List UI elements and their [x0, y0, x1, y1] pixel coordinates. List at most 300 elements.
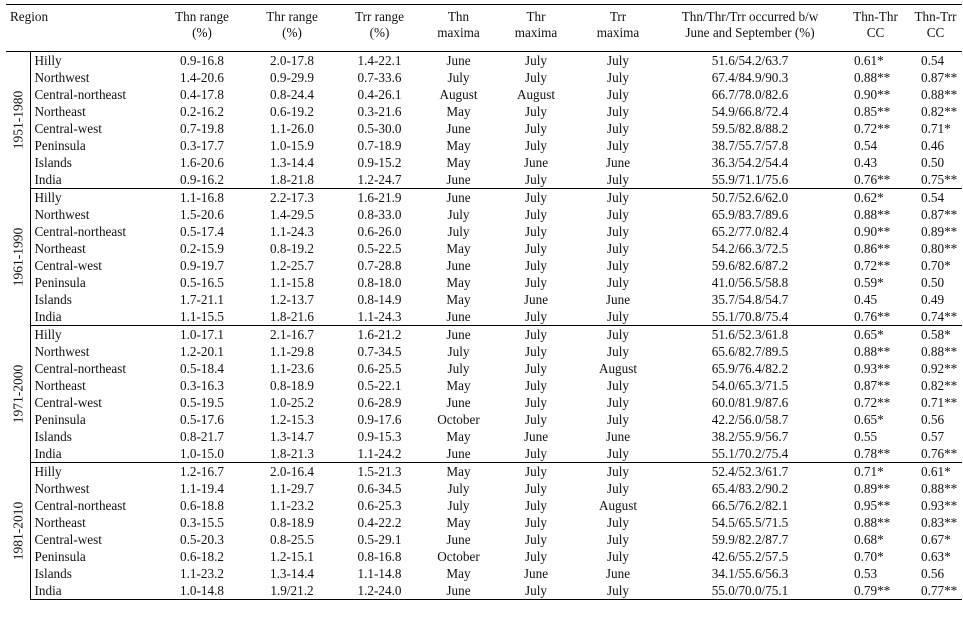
cell-thn-thr-cc: 0.45 [854, 292, 878, 307]
cell-thn-range: 1.1-23.2 [180, 566, 224, 581]
cell-trr-maxima: July [578, 171, 658, 189]
cell-thn-trr-cc: 0.93** [921, 498, 958, 513]
header-thn-thr-cc: Thn-Thr CC [842, 5, 909, 52]
period-label: 1951-1980 [10, 91, 26, 150]
cell-occurred-pct: 67.4/84.9/90.3 [711, 70, 789, 85]
cell-thr-maxima: June [523, 429, 549, 444]
cell-thr-range: 1.1-24.3 [270, 224, 314, 239]
cell-trr-maxima: July [607, 515, 629, 530]
cell-occurred-pct: 59.5/82.8/88.2 [711, 121, 789, 136]
cell-trr-maxima: June [605, 429, 631, 444]
cell-thn-trr-cc: 0.71** [921, 395, 958, 410]
cell-thr-maxima: July [525, 104, 547, 119]
header-occurred-june-september: Thn/Thr/Trr occurred b/w June and September (%) [658, 5, 842, 52]
table-row [6, 257, 962, 274]
cell-thr-range: 0.8-24.4 [270, 87, 314, 102]
cell-occurred-pct: 65.9/83.7/89.6 [711, 207, 789, 222]
cell-thr-maxima: July [525, 241, 547, 256]
cell-thn-range: 0.5-17.4 [180, 224, 224, 239]
cell-trr-range: 1.1-14.8 [357, 566, 402, 581]
cell-thr-maxima: July [525, 498, 547, 513]
table-row [6, 189, 962, 207]
table-row [6, 394, 962, 411]
cell-thr-range: 1.2-25.7 [270, 258, 314, 273]
cell-trr-maxima: July [607, 327, 629, 342]
cell-region: Islands [34, 429, 72, 444]
cell-trr-maxima: July [607, 241, 629, 256]
cell-trr-range: 0.5-29.1 [357, 532, 402, 547]
cell-thn-range: 1.5-20.6 [180, 207, 224, 222]
cell-trr-maxima: July [607, 190, 629, 205]
cell-region: Northeast [34, 515, 86, 530]
cell-thn-thr-cc: 0.76** [842, 171, 909, 189]
cell-thn-thr-cc: 0.71* [854, 464, 884, 479]
cell-thr-range: 1.2-13.7 [270, 292, 314, 307]
table-row [6, 565, 962, 582]
cell-trr-range: 0.6-26.0 [357, 224, 402, 239]
cell-region: Central-northeast [34, 361, 127, 376]
cell-thn-thr-cc: 0.95** [854, 498, 891, 513]
cell-trr-range: 1.1-24.3 [336, 308, 423, 326]
cell-thn-maxima: May [446, 566, 471, 581]
cell-trr-maxima: July [607, 70, 629, 85]
cell-thn-thr-cc: 0.54 [854, 138, 878, 153]
cell-trr-range: 0.5-22.1 [357, 378, 402, 393]
cell-thn-trr-cc: 0.82** [921, 378, 958, 393]
table-row [6, 411, 962, 428]
cell-thr-maxima: July [525, 138, 547, 153]
period-cell [6, 463, 30, 600]
table-row [6, 206, 962, 223]
header-thn-trr-cc: Thn-Trr CC [909, 5, 962, 52]
table-row [6, 120, 962, 137]
cell-thn-range: 0.7-19.8 [180, 121, 224, 136]
cell-trr-maxima: June [605, 155, 631, 170]
cell-trr-range: 0.6-34.5 [357, 481, 402, 496]
cell-thn-trr-cc: 0.67* [921, 532, 951, 547]
cell-occurred-pct: 52.4/52.3/61.7 [711, 464, 789, 479]
cell-region: Northeast [34, 104, 86, 119]
cell-thn-range: 0.9-19.7 [180, 258, 224, 273]
cell-region: Central-west [34, 121, 102, 136]
cell-thn-maxima: May [446, 378, 471, 393]
cell-thn-range: 1.0-17.1 [180, 327, 224, 342]
cell-thn-range: 0.6-18.2 [180, 549, 224, 564]
table-row [6, 171, 962, 189]
cell-trr-range: 0.6-25.3 [357, 498, 402, 513]
cell-trr-range: 0.7-33.6 [357, 70, 402, 85]
cell-thr-maxima: July [525, 412, 547, 427]
cell-thn-trr-cc: 0.61* [921, 464, 951, 479]
header-trr-maxima: Trr maxima [578, 5, 658, 52]
cell-occurred-pct: 65.4/83.2/90.2 [711, 481, 789, 496]
cell-thn-thr-cc: 0.79** [842, 582, 909, 600]
cell-trr-maxima: June [605, 292, 631, 307]
cell-thn-maxima: June [446, 121, 471, 136]
cell-thr-maxima: July [494, 582, 578, 600]
cell-thn-trr-cc: 0.87** [921, 207, 958, 222]
table-row [6, 223, 962, 240]
header-row [6, 5, 962, 52]
table-row [6, 548, 962, 565]
cell-thn-range: 0.5-16.5 [180, 275, 224, 290]
cell-thr-maxima: July [525, 549, 547, 564]
cell-thn-trr-cc: 0.75** [909, 171, 962, 189]
cell-thr-range: 1.1-23.2 [270, 498, 314, 513]
cell-region: Central-northeast [34, 224, 127, 239]
table-row [6, 86, 962, 103]
cell-thn-maxima: July [447, 344, 470, 359]
cell-thn-range: 1.1-15.5 [156, 308, 248, 326]
table-row [6, 69, 962, 86]
cell-thn-range: 0.5-20.3 [180, 532, 224, 547]
cell-thn-range: 0.2-16.2 [180, 104, 224, 119]
cell-trr-range: 0.8-14.9 [357, 292, 402, 307]
cell-thr-maxima: July [494, 171, 578, 189]
cell-thn-thr-cc: 0.70* [854, 549, 884, 564]
cell-thn-range: 0.9-16.2 [156, 171, 248, 189]
cell-occurred-pct: 66.5/76.2/82.1 [711, 498, 789, 513]
cell-trr-maxima: July [607, 549, 629, 564]
cell-thr-maxima: July [525, 395, 547, 410]
cell-region: Central-northeast [34, 87, 127, 102]
cell-trr-maxima: July [578, 445, 658, 463]
table-row [6, 240, 962, 257]
cell-thn-range: 1.1-16.8 [180, 190, 224, 205]
cell-thr-maxima: July [494, 445, 578, 463]
cell-trr-range: 1.2-24.7 [336, 171, 423, 189]
cell-trr-maxima: July [607, 224, 629, 239]
cell-thn-maxima: May [446, 104, 471, 119]
cell-trr-maxima: July [607, 121, 629, 136]
cell-thn-trr-cc: 0.71* [921, 121, 951, 136]
cell-thr-maxima: July [525, 70, 547, 85]
cell-thr-maxima: July [525, 327, 547, 342]
cell-thn-trr-cc: 0.70* [921, 258, 951, 273]
cell-thn-maxima: June [446, 258, 471, 273]
cell-thn-maxima: June [423, 308, 494, 326]
cell-thn-range: 0.5-17.6 [180, 412, 224, 427]
cell-trr-range: 0.7-34.5 [357, 344, 402, 359]
cell-thr-range: 2.2-17.3 [270, 190, 314, 205]
cell-thn-thr-cc: 0.55 [854, 429, 878, 444]
cell-thr-maxima: July [525, 190, 547, 205]
cell-thr-maxima: July [494, 308, 578, 326]
header-thn-range: Thn range (%) [156, 5, 248, 52]
cell-thn-thr-cc: 0.93** [854, 361, 891, 376]
table-row [6, 514, 962, 531]
cell-thn-trr-cc: 0.76** [909, 445, 962, 463]
cell-trr-maxima: July [607, 481, 629, 496]
period-label: 1971-2000 [10, 364, 26, 424]
cell-thr-range: 0.8-18.9 [270, 515, 314, 530]
cell-thn-maxima: August [439, 87, 478, 102]
cell-occurred-pct: 65.9/76.4/82.2 [711, 361, 789, 376]
cell-occurred-pct: 38.2/55.9/56.7 [711, 429, 789, 444]
cell-thn-trr-cc: 0.88** [921, 481, 958, 496]
cell-trr-maxima: July [607, 412, 629, 427]
cell-occurred-pct: 50.7/52.6/62.0 [711, 190, 789, 205]
cell-thn-trr-cc: 0.56 [921, 412, 945, 427]
cell-thn-trr-cc: 0.50 [921, 155, 945, 170]
cell-trr-maxima: July [607, 344, 629, 359]
cell-occurred-pct: 59.6/82.6/87.2 [711, 258, 789, 273]
table-row [6, 377, 962, 394]
cell-thn-thr-cc: 0.62* [854, 190, 884, 205]
table-row [6, 291, 962, 308]
table-row [6, 497, 962, 514]
cell-region: Northeast [34, 378, 86, 393]
period-label: 1961-1990 [10, 227, 26, 287]
cell-thn-trr-cc: 0.50 [921, 275, 945, 290]
cell-occurred-pct: 54.2/66.3/72.5 [711, 241, 789, 256]
cell-occurred-pct: 38.7/55.7/57.8 [711, 138, 789, 153]
cell-thn-thr-cc: 0.87** [854, 378, 891, 393]
cell-region: Northwest [34, 70, 90, 85]
cell-trr-range: 0.9-15.3 [357, 429, 402, 444]
cell-region: Northeast [34, 241, 86, 256]
cell-trr-range: 1.5-21.3 [357, 464, 402, 479]
cell-trr-range: 0.9-15.2 [357, 155, 402, 170]
cell-thn-thr-cc: 0.72** [854, 258, 891, 273]
cell-thn-maxima: June [446, 532, 471, 547]
cell-thn-maxima: October [437, 549, 480, 564]
cell-thr-range: 1.1-29.8 [270, 344, 314, 359]
cell-thn-trr-cc: 0.57 [921, 429, 945, 444]
results-table [6, 4, 962, 600]
cell-region: Northwest [34, 207, 90, 222]
cell-trr-maxima: July [607, 258, 629, 273]
cell-region: Hilly [34, 53, 62, 68]
cell-thn-maxima: July [447, 224, 470, 239]
cell-trr-maxima: August [598, 498, 638, 513]
table-row [6, 463, 962, 481]
cell-thn-range: 1.7-21.1 [180, 292, 224, 307]
cell-thn-maxima: July [447, 207, 470, 222]
cell-region: Islands [34, 566, 72, 581]
table-body [6, 52, 962, 600]
table-row [6, 531, 962, 548]
cell-thn-trr-cc: 0.83** [921, 515, 958, 530]
period-label: 1981-2010 [10, 501, 26, 561]
cell-thn-range: 0.5-19.5 [180, 395, 224, 410]
cell-thr-maxima: June [523, 566, 549, 581]
cell-thn-range: 1.2-16.7 [180, 464, 224, 479]
cell-trr-maxima: July [607, 378, 629, 393]
cell-thr-maxima: July [525, 515, 547, 530]
cell-thn-maxima: July [447, 361, 470, 376]
header-trr-range: Trr range (%) [336, 5, 423, 52]
cell-occurred-pct: 59.9/82.2/87.7 [711, 532, 789, 547]
cell-occurred-pct: 51.6/52.3/61.8 [711, 327, 789, 342]
cell-region: Hilly [34, 327, 62, 342]
period-cell [6, 189, 30, 326]
cell-thn-maxima: May [446, 429, 471, 444]
cell-region: Hilly [34, 464, 62, 479]
cell-region: Central-west [34, 395, 102, 410]
table-row [6, 343, 962, 360]
cell-thn-maxima: June [446, 327, 471, 342]
cell-thn-maxima: May [446, 241, 471, 256]
cell-thn-thr-cc: 0.68* [854, 532, 884, 547]
cell-thr-range: 1.1-15.8 [270, 275, 314, 290]
cell-thn-trr-cc: 0.63* [921, 549, 951, 564]
cell-region: India [30, 171, 156, 189]
cell-trr-maxima: July [607, 207, 629, 222]
cell-occurred-pct: 51.6/54.2/63.7 [711, 53, 789, 68]
header-thn-maxima: Thn maxima [423, 5, 494, 52]
cell-thr-maxima: August [516, 87, 556, 102]
cell-thn-thr-cc: 0.65* [854, 327, 884, 342]
cell-thn-thr-cc: 0.53 [854, 566, 878, 581]
cell-trr-maxima: July [607, 464, 629, 479]
cell-trr-range: 0.4-22.2 [357, 515, 402, 530]
cell-region: Islands [34, 292, 72, 307]
cell-occurred-pct: 66.7/78.0/82.6 [711, 87, 789, 102]
cell-thn-range: 0.6-18.8 [180, 498, 224, 513]
cell-trr-maxima: July [607, 532, 629, 547]
cell-trr-maxima: July [607, 395, 629, 410]
header-thr-range: Thr range (%) [248, 5, 336, 52]
cell-thn-trr-cc: 0.58* [921, 327, 951, 342]
cell-thn-trr-cc: 0.89** [921, 224, 958, 239]
cell-thn-maxima: July [447, 498, 470, 513]
cell-thn-trr-cc: 0.88** [921, 344, 958, 359]
cell-thn-maxima: May [446, 515, 471, 530]
cell-thr-maxima: July [525, 361, 547, 376]
table-row [6, 308, 962, 326]
cell-trr-range: 0.9-17.6 [357, 412, 402, 427]
cell-thr-range: 2.1-16.7 [270, 327, 314, 342]
cell-thn-maxima: May [446, 292, 471, 307]
cell-thn-thr-cc: 0.85** [854, 104, 891, 119]
cell-thr-maxima: July [525, 378, 547, 393]
cell-thr-range: 1.0-15.9 [270, 138, 314, 153]
cell-thn-trr-cc: 0.46 [921, 138, 945, 153]
cell-region: India [30, 582, 156, 600]
cell-occurred-pct: 54.5/65.5/71.5 [711, 515, 789, 530]
cell-thr-range: 2.0-16.4 [270, 464, 314, 479]
cell-occurred-pct: 41.0/56.5/58.8 [711, 275, 789, 290]
table-header [6, 5, 962, 52]
cell-thn-maxima: May [446, 464, 471, 479]
cell-thr-maxima: July [525, 481, 547, 496]
cell-thn-trr-cc: 0.87** [921, 70, 958, 85]
cell-thn-range: 1.0-14.8 [156, 582, 248, 600]
cell-region: Hilly [34, 190, 62, 205]
cell-thr-range: 0.6-19.2 [270, 104, 314, 119]
cell-thn-thr-cc: 0.43 [854, 155, 878, 170]
cell-region: Peninsula [34, 549, 86, 564]
cell-trr-range: 1.6-21.2 [357, 327, 402, 342]
cell-thn-trr-cc: 0.54 [921, 190, 945, 205]
cell-trr-range: 0.3-21.6 [357, 104, 402, 119]
cell-thn-maxima: June [423, 171, 494, 189]
cell-thn-trr-cc: 0.49 [921, 292, 945, 307]
cell-trr-maxima: June [605, 566, 631, 581]
cell-thn-thr-cc: 0.72** [854, 395, 891, 410]
cell-thn-thr-cc: 0.88** [854, 515, 891, 530]
cell-thr-range: 0.8-19.2 [270, 241, 314, 256]
cell-thn-maxima: June [446, 395, 471, 410]
cell-trr-maxima: July [607, 275, 629, 290]
cell-thn-thr-cc: 0.89** [854, 481, 891, 496]
cell-thn-maxima: June [423, 582, 494, 600]
cell-region: Northwest [34, 481, 90, 496]
cell-occurred-pct: 55.0/70.0/75.1 [658, 582, 842, 600]
cell-thn-range: 1.1-19.4 [180, 481, 224, 496]
cell-thr-maxima: July [525, 275, 547, 290]
table-row [6, 428, 962, 445]
cell-thn-thr-cc: 0.88** [854, 70, 891, 85]
cell-trr-range: 0.5-22.5 [357, 241, 402, 256]
cell-thr-range: 1.0-25.2 [270, 395, 314, 410]
cell-trr-maxima: August [598, 361, 638, 376]
cell-thn-trr-cc: 0.56 [921, 566, 945, 581]
cell-trr-range: 0.6-28.9 [357, 395, 402, 410]
cell-thn-thr-cc: 0.59* [854, 275, 884, 290]
cell-thr-range: 1.8-21.6 [248, 308, 336, 326]
cell-thn-maxima: July [447, 70, 470, 85]
cell-thr-range: 1.3-14.7 [270, 429, 314, 444]
cell-thn-thr-cc: 0.61* [854, 53, 884, 68]
cell-thn-maxima: May [446, 138, 471, 153]
cell-thr-maxima: July [525, 207, 547, 222]
cell-trr-range: 1.4-22.1 [357, 53, 402, 68]
cell-thr-maxima: July [525, 224, 547, 239]
period-cell [6, 52, 30, 189]
cell-thn-trr-cc: 0.80** [921, 241, 958, 256]
cell-region: Central-west [34, 258, 102, 273]
cell-thr-range: 1.4-29.5 [270, 207, 314, 222]
cell-thr-range: 1.8-21.8 [248, 171, 336, 189]
cell-thn-range: 1.6-20.6 [180, 155, 224, 170]
cell-occurred-pct: 42.6/55.2/57.5 [711, 549, 789, 564]
cell-region: Islands [34, 155, 72, 170]
cell-thn-trr-cc: 0.77** [909, 582, 962, 600]
cell-occurred-pct: 42.2/56.0/58.7 [711, 412, 789, 427]
table-row [6, 274, 962, 291]
cell-occurred-pct: 65.6/82.7/89.5 [711, 344, 789, 359]
cell-thn-maxima: June [446, 190, 471, 205]
table-row [6, 154, 962, 171]
cell-thn-thr-cc: 0.76** [842, 308, 909, 326]
cell-trr-range: 0.7-28.8 [357, 258, 402, 273]
cell-thn-range: 0.4-17.8 [180, 87, 224, 102]
table-row [6, 582, 962, 600]
cell-thr-range: 0.8-25.5 [270, 532, 314, 547]
cell-thr-maxima: July [525, 258, 547, 273]
cell-thn-trr-cc: 0.88** [921, 87, 958, 102]
cell-thr-range: 1.2-15.1 [270, 549, 314, 564]
cell-thr-range: 1.2-15.3 [270, 412, 314, 427]
cell-thn-range: 0.8-21.7 [180, 429, 224, 444]
cell-thr-maxima: July [525, 121, 547, 136]
cell-trr-range: 0.4-26.1 [357, 87, 402, 102]
cell-thr-range: 1.1-26.0 [270, 121, 314, 136]
header-region: Region [6, 5, 156, 52]
cell-trr-range: 0.8-33.0 [357, 207, 402, 222]
cell-trr-range: 1.6-21.9 [357, 190, 402, 205]
cell-thn-range: 1.2-20.1 [180, 344, 224, 359]
cell-region: Peninsula [34, 412, 86, 427]
table-row [6, 480, 962, 497]
cell-occurred-pct: 60.0/81.9/87.6 [711, 395, 789, 410]
cell-trr-range: 0.6-25.5 [357, 361, 402, 376]
cell-region: Central-west [34, 532, 102, 547]
cell-thr-maxima: July [525, 464, 547, 479]
cell-trr-range: 1.2-24.0 [336, 582, 423, 600]
